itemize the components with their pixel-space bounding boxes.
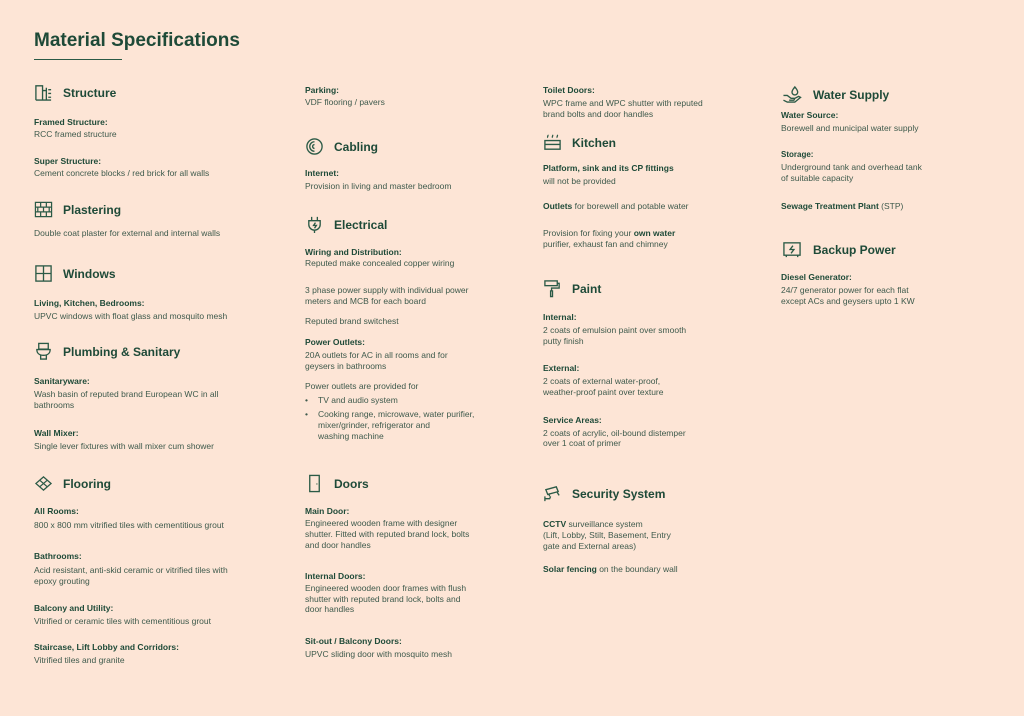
storage-text-1: Underground tank and overhead tank <box>781 162 922 172</box>
list-item: • Cooking range, microwave, water purifier, mixer/grinder, refrigerator and washing machine <box>305 409 474 442</box>
bathrooms-text-2: epoxy grouting <box>34 576 90 586</box>
diesel-generator-text-2: except ACs and geysers upto 1 KW <box>781 296 915 306</box>
toilet-doors-text-1: WPC frame and WPC shutter with reputed <box>543 98 703 108</box>
page-title: Material Specifications <box>34 30 240 51</box>
super-structure-text: Cement concrete blocks / red brick for all walls <box>34 168 210 178</box>
internal-doors-text-2: shutter with reputed brand lock, bolts and <box>305 594 461 604</box>
framed-structure-label: Framed Structure: <box>34 117 108 127</box>
switch-text: Reputed brand switchest <box>305 316 399 326</box>
power-outlets-text-2: geysers in bathrooms <box>305 361 387 371</box>
balcony-text: Vitrified or ceramic tiles with cementitious grout <box>34 616 211 626</box>
floor-tiles-icon <box>34 474 53 493</box>
wall-mixer-text: Single lever fixtures with wall mixer cum shower <box>34 441 214 451</box>
parking-label: Parking: <box>305 85 340 95</box>
bathrooms-label: Bathrooms: <box>34 551 82 561</box>
phase-text-1: 3 phase power supply with individual power <box>305 285 469 295</box>
phase-text-2: meters and MCB for each board <box>305 296 426 306</box>
solar-fencing-text: Solar fencing on the boundary wall <box>543 564 678 574</box>
water-supply-heading: Water Supply <box>781 85 889 104</box>
main-door-text-3: and door handles <box>305 540 371 550</box>
title-underline <box>34 59 122 60</box>
sanitaryware-label: Sanitaryware: <box>34 376 90 386</box>
wiring-label: Wiring and Distribution: <box>305 247 402 257</box>
plumbing-heading: Plumbing & Sanitary <box>34 342 180 361</box>
paint-internal-label: Internal: <box>543 312 577 322</box>
cabling-heading: Cabling <box>305 137 378 156</box>
water-source-text: Borewell and municipal water supply <box>781 123 919 133</box>
windows-label: Living, Kitchen, Bedrooms: <box>34 298 145 308</box>
bathrooms-text-1: Acid resistant, anti-skid ceramic or vitrified tiles with <box>34 565 228 575</box>
sitout-doors-label: Sit-out / Balcony Doors: <box>305 636 402 646</box>
door-icon <box>305 474 324 493</box>
paint-roller-icon <box>543 279 562 298</box>
internet-label: Internet: <box>305 168 339 178</box>
power-outlets-label: Power Outlets: <box>305 337 365 347</box>
cctv-text: CCTV surveillance system <box>543 519 643 529</box>
paint-external-text-1: 2 coats of external water-proof, <box>543 376 661 386</box>
cable-icon <box>305 137 324 156</box>
sanitaryware-text-1: Wash basin of reputed brand European WC in all <box>34 389 219 399</box>
internal-doors-label: Internal Doors: <box>305 571 366 581</box>
platform-text: will not be provided <box>543 176 616 186</box>
storage-text-2: of suitable capacity <box>781 173 854 183</box>
security-heading: Security System <box>543 484 665 503</box>
framed-structure-text: RCC framed structure <box>34 129 117 139</box>
toilet-doors-label: Toilet Doors: <box>543 85 595 95</box>
internal-doors-text-1: Engineered wooden door frames with flush <box>305 583 467 593</box>
parking-text: VDF flooring / pavers <box>305 97 385 107</box>
stove-icon <box>543 133 562 152</box>
wiring-text: Reputed make concealed copper wiring <box>305 258 455 268</box>
doors-heading: Doors <box>305 474 369 493</box>
outlets-provided-text: Power outlets are provided for <box>305 381 419 391</box>
electrical-heading: Electrical <box>305 215 387 234</box>
list-item: • TV and audio system <box>305 395 474 406</box>
main-door-text-1: Engineered wooden frame with designer <box>305 518 458 528</box>
service-areas-label: Service Areas: <box>543 415 602 425</box>
staircase-text: Vitrified tiles and granite <box>34 655 125 665</box>
sitout-doors-text: UPVC sliding door with mosquito mesh <box>305 649 452 659</box>
storage-label: Storage: <box>781 150 814 159</box>
service-areas-text-1: 2 coats of acrylic, oil-bound distemper <box>543 428 686 438</box>
brick-wall-icon <box>34 200 53 219</box>
windows-heading: Windows <box>34 264 116 283</box>
toilet-doors-text-2: brand bolts and door handles <box>543 109 654 119</box>
main-door-label: Main Door: <box>305 506 350 516</box>
internal-doors-text-3: door handles <box>305 604 355 614</box>
all-rooms-text: 800 x 800 mm vitrified tiles with cementitious grout <box>34 520 224 530</box>
flooring-heading: Flooring <box>34 474 111 493</box>
paint-external-label: External: <box>543 363 580 373</box>
structure-heading: Structure <box>34 83 116 102</box>
cctv-areas-1: (Lift, Lobby, Stilt, Basement, Entry <box>543 530 671 540</box>
paint-internal-text-1: 2 coats of emulsion paint over smooth <box>543 325 687 335</box>
wall-mixer-label: Wall Mixer: <box>34 428 79 438</box>
internet-text: Provision in living and master bedroom <box>305 181 452 191</box>
paint-external-text-2: weather-proof paint over texture <box>543 387 664 397</box>
cctv-camera-icon <box>543 484 562 503</box>
toilet-icon <box>34 342 53 361</box>
generator-icon <box>781 240 803 259</box>
plastering-text: Double coat plaster for external and internal walls <box>34 228 221 238</box>
service-areas-text-2: over 1 coat of primer <box>543 438 621 448</box>
backup-power-heading: Backup Power <box>781 240 896 259</box>
staircase-label: Staircase, Lift Lobby and Corridors: <box>34 642 179 652</box>
window-icon <box>34 264 53 283</box>
power-outlets-text-1: 20A outlets for AC in all rooms and for <box>305 350 448 360</box>
paint-internal-text-2: putty finish <box>543 336 584 346</box>
super-structure-label: Super Structure: <box>34 156 102 166</box>
structure-icon <box>34 83 53 102</box>
water-source-label: Water Source: <box>781 110 839 120</box>
sanitaryware-text-2: bathrooms <box>34 400 75 410</box>
outlets-list <box>305 395 474 442</box>
kitchen-outlets-text: Outlets for borewell and potable water <box>543 201 689 211</box>
plastering-heading: Plastering <box>34 200 121 219</box>
plug-icon <box>305 215 324 234</box>
balcony-label: Balcony and Utility: <box>34 603 114 613</box>
windows-text: UPVC windows with float glass and mosquito mesh <box>34 311 228 321</box>
water-hand-icon <box>781 85 803 104</box>
cctv-areas-2: gate and External areas) <box>543 541 637 551</box>
kitchen-provision-text: Provision for fixing your own water purifier, exhaust fan and chimney <box>543 228 676 249</box>
diesel-generator-label: Diesel Generator: <box>781 272 852 282</box>
kitchen-heading: Kitchen <box>543 133 616 152</box>
sewage-text: Sewage Treatment Plant (STP) <box>781 201 904 211</box>
all-rooms-label: All Rooms: <box>34 506 79 516</box>
main-door-text-2: shutter. Fitted with reputed brand lock, bolts <box>305 529 470 539</box>
paint-heading: Paint <box>543 279 601 298</box>
platform-label: Platform, sink and its CP fittings <box>543 163 674 173</box>
diesel-generator-text-1: 24/7 generator power for each flat <box>781 285 909 295</box>
